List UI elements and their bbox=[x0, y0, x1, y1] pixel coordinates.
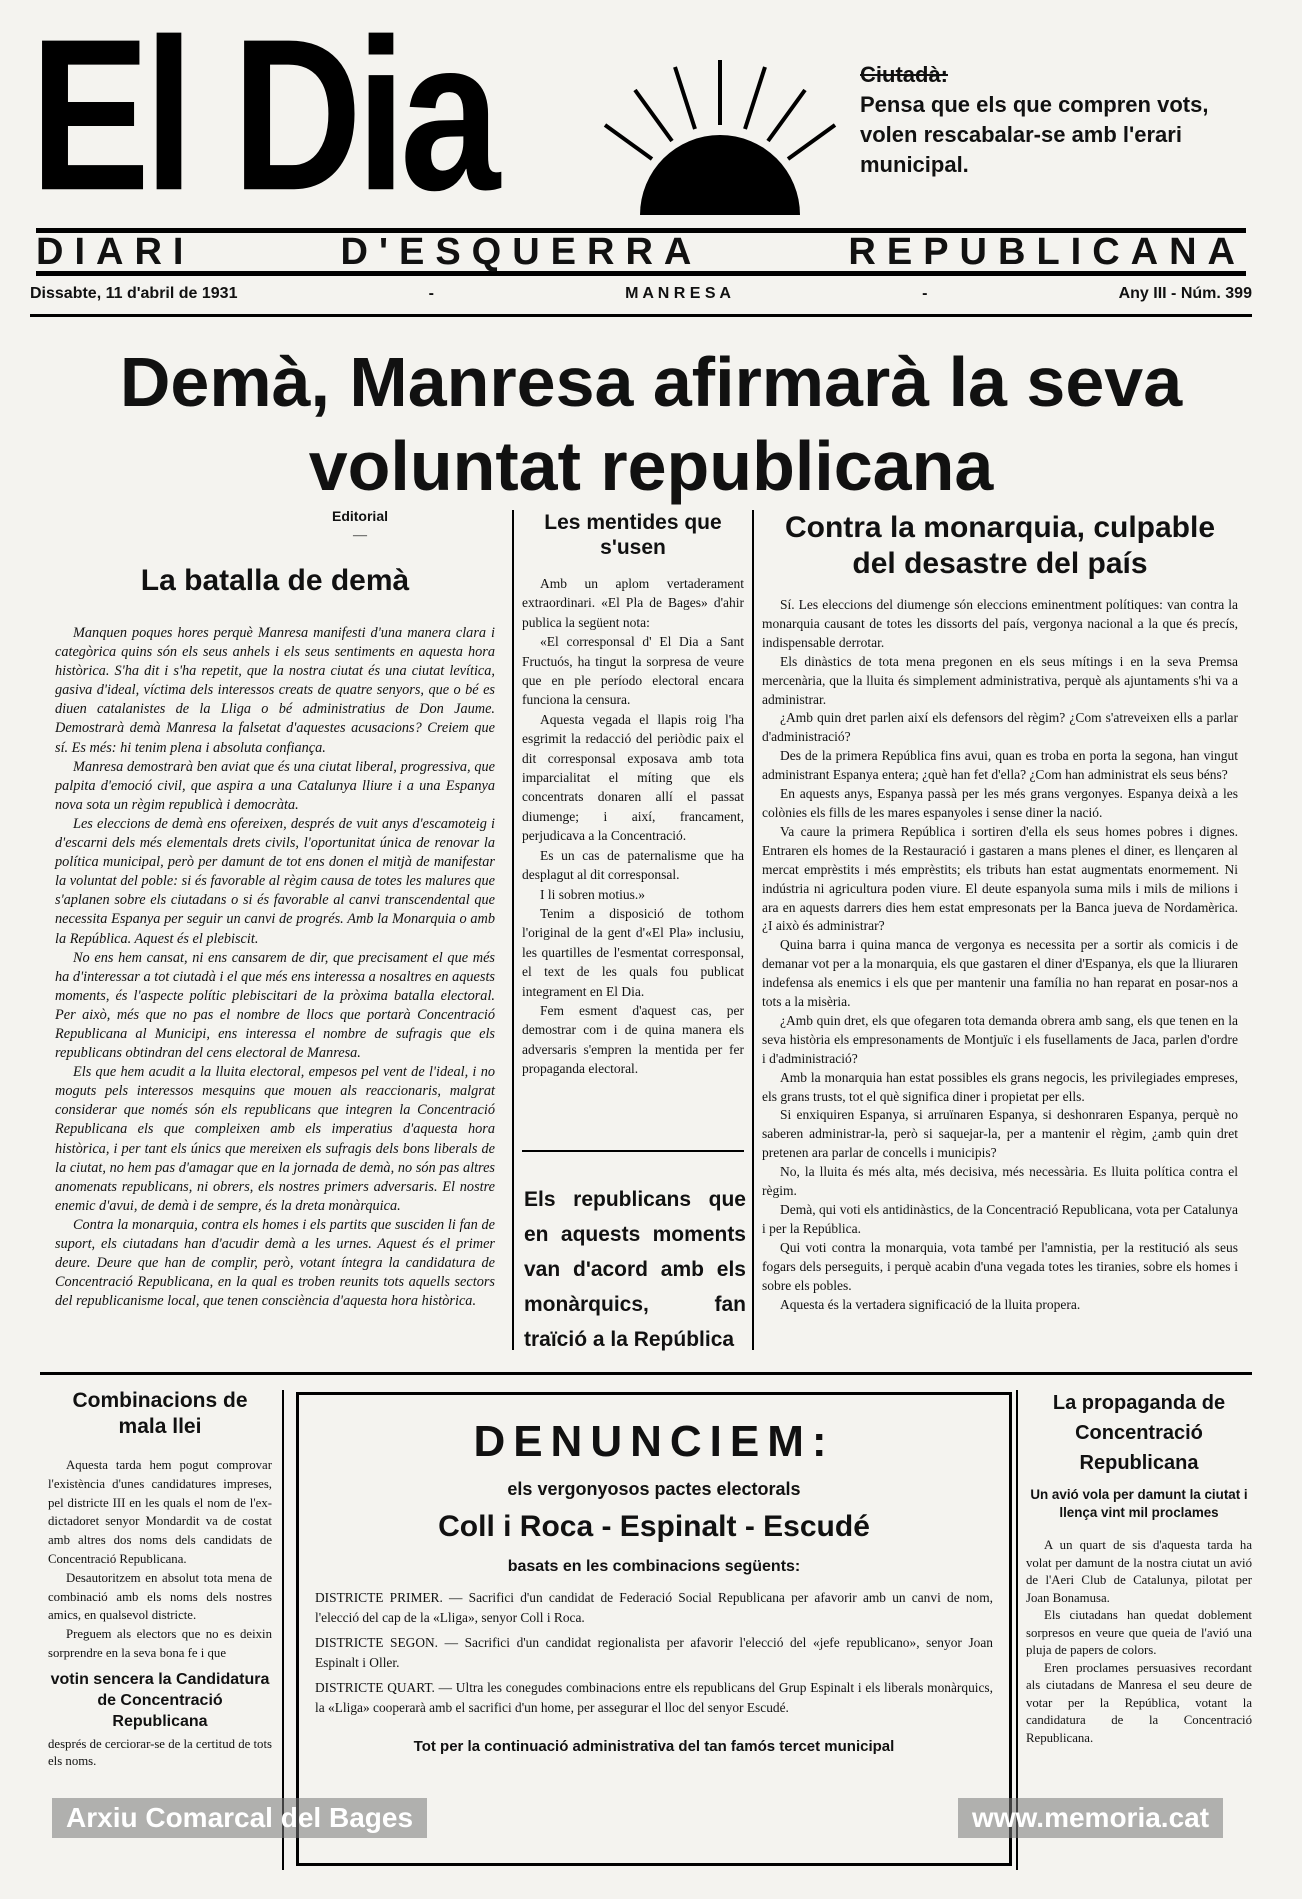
rising-sun-icon bbox=[600, 55, 840, 225]
issue-number: Any III - Núm. 399 bbox=[1118, 285, 1252, 302]
propaganda-subtitle: Un avió vola per damunt la ciutat i llença vint mil proclames bbox=[1030, 1487, 1248, 1520]
editorial-paragraph: Manquen poques hores perquè Manresa manifesti d'una manera clara i categòrica quins són els seus anhels i els seus sentiments en aquesta hora històrica. S'ha dit i s'ha repetit, que la nostra ciutat és una ciutat levítica, gasiva d'ideal, víctima dels interessos creats de quatre senyors, que o bé es diuen catalanistes de la Lliga o bé administratius de Don Jaume. Demostrarà demà Manresa la falsetat d'aquestes acusacions? Creiem que sí. Es més: hi tenim plena i absoluta confiança. bbox=[55, 625, 495, 756]
mentides-body bbox=[522, 574, 744, 1079]
combinacions-body bbox=[48, 1456, 272, 1663]
city-name: M A N R E S A bbox=[625, 285, 731, 302]
denunciem-item bbox=[315, 1588, 993, 1627]
combinacions-bold: votin sencera la Candidatura de Concentració Republicana bbox=[50, 1670, 270, 1730]
editorial-paragraph: Els que hem acudit a la lluita electoral, empesos pel vent de l'ideal, i no moguts pels interessos mesquins que mouen als reaccionaris, malgrat considerar que només són els republicans que integren la Concentració Republicana els que compleixen amb els imperatius d'aquesta hora històrica, i per tant els únics que mereixen els sufragis dels bons liberals de la ciutat, no hem pas d'amagar que en la jornada de demà, no són pas altres anomenats republicans, ni obrers, els nostres primers adversaris. El nostre enemic d'avui, de demà i de sempre, és la dreta monàrquica. bbox=[55, 1064, 495, 1214]
district-label: DISTRICTE SEGON. bbox=[315, 1635, 439, 1651]
mentides-title: Les mentides que s'usen bbox=[544, 511, 722, 559]
denunciem-box bbox=[296, 1392, 1012, 1866]
dateline-rule bbox=[30, 314, 1252, 317]
monarquia-paragraph: ¿Amb quin dret, els que ofegaren tota demanda obrera amb sang, els que tenen en la seva història els empresonaments de Montjuïc i els fusellaments de Jaca, parlen d'ordre i d'administració? bbox=[762, 1012, 1238, 1066]
column-divider bbox=[512, 510, 514, 1350]
mentides-paragraph: Es un cas de paternalisme que ha desplagut al dit corresponsal. bbox=[522, 847, 744, 883]
bottom-section-rule bbox=[40, 1372, 1252, 1375]
editorial-body bbox=[55, 624, 495, 1311]
denunciem-footer: Tot per la continuació administrativa del tan famós tercet municipal bbox=[413, 1737, 895, 1755]
newspaper-logo bbox=[30, 0, 590, 237]
denunciem-item bbox=[315, 1678, 993, 1717]
denunciem-title: DENUNCIEM: bbox=[473, 1417, 835, 1466]
combinacions-paragraph: Aquesta tarda hem pogut comprovar l'existència d'unes candidatures impreses, pel districte III en les quals el nom de l'ex-dictadoret senyor Mondardit va de costat amb altres dos noms dels candidats de Concentració Republicana. bbox=[48, 1458, 272, 1566]
citizen-label: Ciutadà: bbox=[860, 62, 948, 87]
propaganda-title: La propaganda de Concentració Republicana bbox=[1052, 1392, 1226, 1474]
monarquia-paragraph: En aquests anys, Espanya passà per les més grans vergonyes. Espanya deixà a les colònies els fills de les mares espanyoles i sense diner la nació. bbox=[762, 786, 1238, 820]
propaganda-paragraph: A un quart de sis d'aquesta tarda ha volat per damunt de la nostra ciutat un avió de l'Aeri Club de Catalunya, pilotat per Joan Bonamusa. bbox=[1026, 1538, 1252, 1605]
combinacions-tail: després de cerciorar-se de la certitud de tots els noms. bbox=[48, 1736, 272, 1768]
citizen-text: Pensa que els que compren vots, volen rescabalar-se amb l'erari municipal. bbox=[860, 92, 1209, 177]
mentides-paragraph: «El corresponsal d' El Dia a Sant Fructuós, ha tingut la sorpresa de veure que en ple período electoral encara funciona la censura. bbox=[522, 634, 744, 708]
denunciem-intro: basats en les combinacions següents: bbox=[507, 1558, 801, 1575]
editorial-title: La batalla de demà bbox=[140, 564, 410, 597]
editorial-paragraph: No ens hem cansat, ni ens cansarem de dir, que precisament el que més ha d'interessar a tot ciutadà i el que més ens interessa a nosaltres en aquests moments, és l'aspecte polític plebiscitari de la pròxima batalla electoral. Per això, més que no pas el nombre de llocs que portarà Concentració Republicana al Municipi, ens interessa el nombre de sufragis que els republicans obtindran del cens electoral de Manresa. bbox=[55, 949, 495, 1062]
monarquia-paragraph: Quina barra i quina manca de vergonya es necessita per a sortir als comicis i de demanar vot per a la monarquia, els que gastaren el diner d'Espanya, els que la lliuraren indefensa als enemics i els que per mantenir una família no han reparat en posar-nos a tots a la misèria. bbox=[762, 937, 1238, 1010]
citizen-notice bbox=[860, 60, 1240, 180]
combinacions-title: Combinacions de mala llei bbox=[72, 1389, 248, 1438]
editorial-article bbox=[55, 508, 495, 1311]
section-rule bbox=[522, 1150, 744, 1152]
district-label: DISTRICTE QUART. bbox=[315, 1680, 435, 1696]
propaganda-paragraph: Els ciutadans han quedat doblement sorpresos en veure que queia de l'avió una pluja de papers de colors. bbox=[1026, 1608, 1252, 1657]
denunciem-names: Coll i Roca - Espinalt - Escudé bbox=[438, 1510, 870, 1543]
monarquia-paragraph: Sí. Les eleccions del diumenge són eleccions eminentment polítiques: van contra la monarquia causant de totes les dissorts del país, vergonya nacional a la que és precís, indispensable derrotar. bbox=[762, 597, 1238, 650]
mentides-paragraph: Amb un aplom vertaderament extraordinari. «El Pla de Bages» d'ahir publica la següent nota: bbox=[522, 576, 744, 630]
district-text: — Sacrifici d'un candidat regionalista per afavorir l'elecció del «jefe republicano», senyor Joan Espinalt i Oller. bbox=[315, 1635, 993, 1670]
editorial-paragraph: Contra la monarquia, contra els homes i els partits que susciden li fan de suport, els ciutadans han d'acudir demà a les urnes. Aquest és el primer deure. Deure que han de complir, però, votant íntegra la candidatura de Concentració Republicana, en la qual es troben reunits tots aquells sectors del republicanisme local, que tenen consciència d'aquesta hora històrica. bbox=[55, 1216, 495, 1310]
district-text: — Sacrifici d'un candidat de Federació Social Republicana per afavorir amb un canvi de nom, l'elecció del cap de la «Lliga», senyor Coll i Roca. bbox=[315, 1590, 993, 1625]
monarquia-paragraph: Aquesta és la vertadera significació de la lluita propera. bbox=[780, 1296, 1081, 1312]
mentides-paragraph: Fem esment d'aquest cas, per demostrar com i de quina manera els adversaris s'empren la mentida per fer propaganda electoral. bbox=[522, 1002, 744, 1077]
propaganda-paragraph: Eren proclames persuasives recordant als ciutadans de Manresa el seu deure de votar per la República, votant la candidatura de la Concentració Republicana. bbox=[1026, 1660, 1252, 1745]
denunciem-subtitle: els vergonyosos pactes electorals bbox=[507, 1479, 801, 1499]
dash-1: - bbox=[428, 285, 434, 302]
mentides-article bbox=[522, 510, 744, 1079]
district-text: — Ultra les conegudes combinacions entre els republicans del Grup Espinalt i els liberals monàrquics, la «Lliga» cooperarà amb el sacrifici d'un home, per assegurar el lloc del senyor Escudé. bbox=[315, 1680, 993, 1715]
issue-date: Dissabte, 11 d'abril de 1931 bbox=[30, 285, 238, 302]
editorial-dash: — bbox=[353, 528, 367, 543]
monarquia-paragraph: ¿Amb quin dret parlen així els defensors del règim? ¿Com s'atreveixen ells a parlar d'administració? bbox=[762, 710, 1238, 745]
combinacions-paragraph: Preguem als electors que no es deixin sorprendre en la seva bona fe i que bbox=[48, 1627, 272, 1660]
banner-word-3: REPUBLICANA bbox=[848, 231, 1246, 273]
monarquia-paragraph: Des de la primera República fins avui, quan es troba en porta la segona, han vingut administrant Espanya entera; ¿què han fet d'ella? ¿Com han administrat els seus béns? bbox=[762, 748, 1238, 783]
monarquia-body bbox=[762, 596, 1238, 1314]
monarquia-paragraph: Qui voti contra la monarquia, vota també per l'amnistia, per la restitució als seus fogars dels perseguits, i perquè acabin d'una vegada totes les tiranies, sobre els homes i sobre els pobles. bbox=[762, 1239, 1238, 1293]
monarquia-paragraph: Demà, qui voti els antidinàstics, de la Concentració Republicana, vota per Catalunya i per la República. bbox=[762, 1202, 1238, 1236]
editorial-label: Editorial bbox=[331, 508, 388, 524]
subtitle-banner bbox=[36, 228, 1246, 276]
dateline bbox=[30, 285, 1252, 303]
monarquia-article bbox=[762, 510, 1238, 1314]
mentides-paragraph: Tenim a disposició de tothom l'original de la gent d'«El Pla» inclusiu, les quartilles de l'esmentat corresponsal, el text de les quals fou publicat integrament en El Dia. bbox=[522, 905, 744, 999]
propaganda-body bbox=[1026, 1537, 1252, 1747]
monarquia-paragraph: Si enxiquiren Espanya, si arruïnaren Espanya, si deshonraren Espanya, perquè no saberen administrar-la, però si saquejar-la, per a mantenir el règim, ¿amb quin dret pretenen ara parlar de concells i municipis? bbox=[762, 1107, 1238, 1161]
mentides-paragraph: Aquesta vegada el llapis roig l'ha esgrimit la redacció del periòdic paix el dit corresponsal exposava amb tota imparcialitat el míting que els concentrats donaren allí el passat diumenge; i així, francament, perjudicava a la Concentració. bbox=[522, 711, 744, 844]
monarquia-paragraph: Amb la monarquia han estat possibles els grans negocis, les privilegiades empreses, els grans trusts, tot el què significa diner i propietat per ells. bbox=[762, 1069, 1238, 1104]
denunciem-list bbox=[299, 1576, 1009, 1718]
mentides-paragraph: I li sobren motius.» bbox=[540, 886, 645, 902]
monarquia-paragraph: Va caure la primera República i sortiren d'ella els seus homes pobres i dignes. Entraren els homes de la Restauració i gastaren a mans plenes el diner, es llençaren al mercat emprèstits i més emprèstits; els tributs han estat augmentats enormement. Ni indústria ni agricultura poden viure. El deute espanyola suma mils i mils de milions i ara en aquests darrers dies hem estat empresonats per la Banca jueva de Nordamèrica. ¿I això és administrar? bbox=[762, 823, 1238, 934]
banner-word-1: DIARI bbox=[36, 231, 195, 273]
combinacions-paragraph: Desautoritzem en absolut tota mena de combinació amb els noms dels nostres amics, en qualsevol districte. bbox=[48, 1570, 272, 1623]
combinacions-article bbox=[48, 1388, 272, 1770]
monarquia-title: Contra la monarquia, culpable del desastre del país bbox=[784, 511, 1216, 580]
website-watermark: www.memoria.cat bbox=[958, 1798, 1223, 1838]
propaganda-article bbox=[1026, 1388, 1252, 1747]
logo-text: El Dia bbox=[30, 0, 495, 237]
column-divider bbox=[752, 510, 754, 1350]
denunciem-item bbox=[315, 1633, 993, 1672]
banner-word-2: D'ESQUERRA bbox=[340, 231, 703, 273]
editorial-paragraph: Les eleccions de demà ens ofereixen, després de vuit anys d'escamoteig i d'escarni dels més elementals drets civils, l'oportunitat única de renovar la política municipal, però per damunt de tot ens donen el mitjà de manifestar la voluntat del poble: si és favorable al règim causa de totes les malures que s'aplanen sobre els ciutadans o si és favorable al canvi transcendental que necessita Espanya per seguir un canvi de progrés. Amb la Monarquia o amb la República. Aquest és el plebiscit. bbox=[55, 815, 495, 947]
district-label: DISTRICTE PRIMER. bbox=[315, 1590, 443, 1605]
dash-2: - bbox=[922, 285, 928, 302]
editorial-paragraph: Manresa demostrarà ben aviat que és una ciutat liberal, progressiva, que palpita d'emoció civil, que aspira a una Catalunya lliure i a una Espanya nova sota un règim republicà i democràta. bbox=[55, 758, 495, 813]
republicans-box: Els republicans que en aquests moments van d'acord amb els monàrquics, fan traïció a la República bbox=[524, 1188, 746, 1351]
archive-watermark: Arxiu Comarcal del Bages bbox=[52, 1798, 427, 1838]
main-headline: Demà, Manresa afirmarà la seva voluntat republicana bbox=[119, 343, 1183, 505]
monarquia-paragraph: No, la lluita és més alta, més decisiva, més necessària. Es lluita política contra el règim. bbox=[762, 1164, 1238, 1199]
monarquia-paragraph: Els dinàstics de tota mena pregonen en els seus mítings i en la seva Premsa mercenària, que la lluita és simplement administrativa, perquè als ajuntaments s'hi va a administrar. bbox=[762, 653, 1238, 707]
